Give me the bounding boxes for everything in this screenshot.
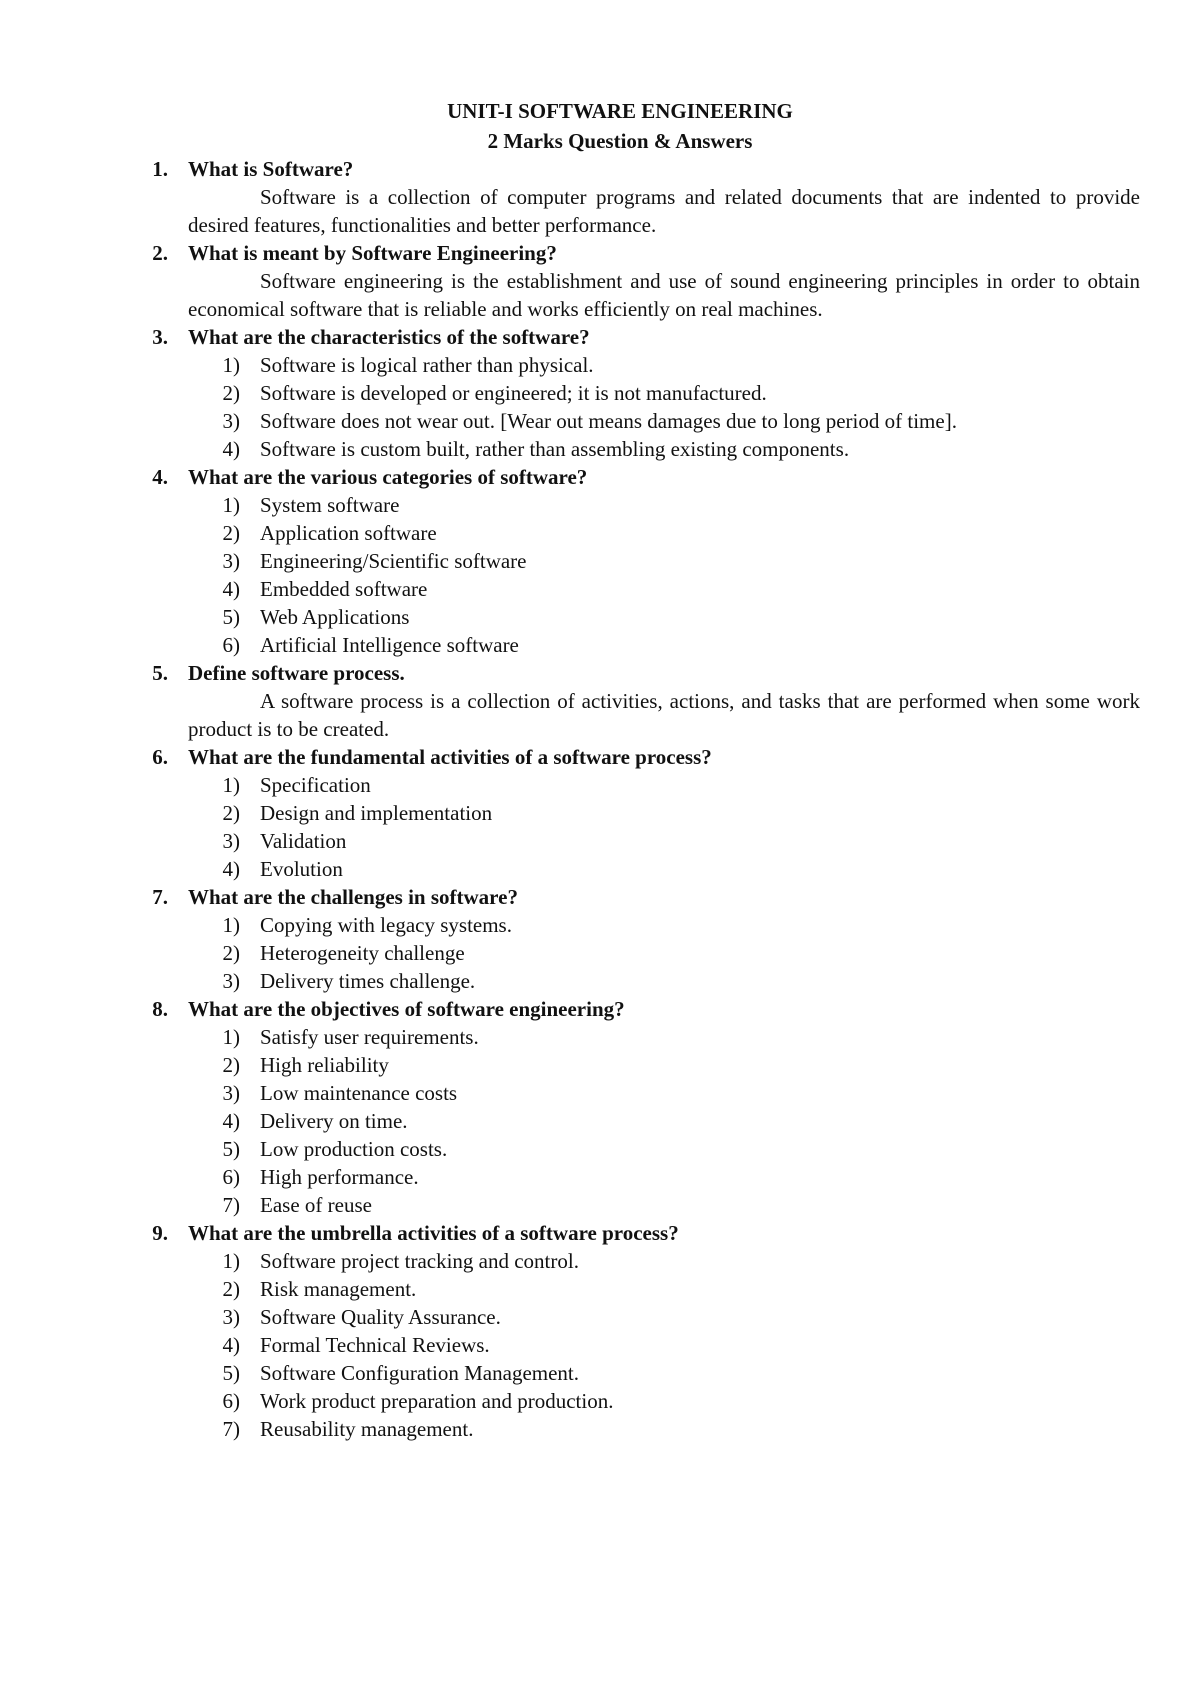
question-number: 5. xyxy=(152,661,168,685)
list-item xyxy=(0,519,1200,547)
list-item-text: Validation xyxy=(260,829,347,853)
list-item xyxy=(0,407,1200,435)
list-item xyxy=(0,771,1200,799)
list-item-number: 6) xyxy=(222,1389,240,1413)
list-item-number: 1) xyxy=(222,913,240,937)
list-item-number: 6) xyxy=(222,1165,240,1189)
question-block xyxy=(0,995,1200,1219)
question-heading xyxy=(0,1219,1200,1247)
list-item xyxy=(0,1275,1200,1303)
list-item-text: Artificial Intelligence software xyxy=(260,633,519,657)
list-item-number: 2) xyxy=(222,521,240,545)
list-item-number: 7) xyxy=(222,1193,240,1217)
question-block xyxy=(0,323,1200,463)
question-number: 9. xyxy=(152,1221,168,1245)
list-item xyxy=(0,855,1200,883)
question-number: 1. xyxy=(152,157,168,181)
list-item xyxy=(0,1135,1200,1163)
list-item-number: 3) xyxy=(222,549,240,573)
list-item-text: Application software xyxy=(260,521,437,545)
answer-paragraph: Software is a collection of computer programs and related documents that are indented to provide desired features, functionalities and better performance. xyxy=(188,185,1140,237)
question-text: What are the various categories of software? xyxy=(188,465,588,489)
question-number: 8. xyxy=(152,997,168,1021)
list-item xyxy=(0,1331,1200,1359)
list-item-text: Specification xyxy=(260,773,371,797)
question-block xyxy=(0,239,1200,323)
list-item-number: 3) xyxy=(222,829,240,853)
list-item-text: Software is logical rather than physical. xyxy=(260,353,594,377)
list-item-number: 7) xyxy=(222,1417,240,1441)
list-item xyxy=(0,939,1200,967)
question-text: What is Software? xyxy=(188,157,354,181)
question-text: What is meant by Software Engineering? xyxy=(188,241,557,265)
list-item xyxy=(0,799,1200,827)
list-item-number: 2) xyxy=(222,1277,240,1301)
list-item-text: Web Applications xyxy=(260,605,410,629)
list-item-text: Heterogeneity challenge xyxy=(260,941,465,965)
list-item xyxy=(0,351,1200,379)
question-number: 7. xyxy=(152,885,168,909)
list-item-text: Work product preparation and production. xyxy=(260,1389,614,1413)
list-item-text: Delivery times challenge. xyxy=(260,969,476,993)
question-heading xyxy=(0,463,1200,491)
answer-list xyxy=(0,351,1200,463)
list-item-number: 1) xyxy=(222,493,240,517)
list-item-text: Formal Technical Reviews. xyxy=(260,1333,490,1357)
answer-list xyxy=(0,491,1200,659)
question-block xyxy=(0,883,1200,995)
list-item xyxy=(0,631,1200,659)
question-heading xyxy=(0,239,1200,267)
list-item xyxy=(0,1191,1200,1219)
list-item xyxy=(0,1051,1200,1079)
list-item-number: 4) xyxy=(222,1109,240,1133)
list-item xyxy=(0,491,1200,519)
list-item-text: Engineering/Scientific software xyxy=(260,549,527,573)
list-item-text: System software xyxy=(260,493,400,517)
question-text: Define software process. xyxy=(188,661,405,685)
answer-paragraph: Software engineering is the establishment and use of sound engineering principles in order to obtain economical software that is reliable and works efficiently on real machines. xyxy=(188,269,1140,321)
list-item-text: Software Quality Assurance. xyxy=(260,1305,501,1329)
question-number: 2. xyxy=(152,241,168,265)
question-block xyxy=(0,155,1200,239)
list-item-text: Satisfy user requirements. xyxy=(260,1025,479,1049)
question-heading xyxy=(0,743,1200,771)
question-block xyxy=(0,1219,1200,1443)
list-item xyxy=(0,1387,1200,1415)
answer-list xyxy=(0,1247,1200,1443)
question-text: What are the umbrella activities of a software process? xyxy=(188,1221,679,1245)
list-item xyxy=(0,1079,1200,1107)
question-number: 3. xyxy=(152,325,168,349)
list-item-number: 1) xyxy=(222,1025,240,1049)
list-item xyxy=(0,547,1200,575)
question-text: What are the fundamental activities of a software process? xyxy=(188,745,712,769)
list-item xyxy=(0,1163,1200,1191)
question-text: What are the characteristics of the software? xyxy=(188,325,590,349)
question-block xyxy=(0,659,1200,743)
list-item-text: Ease of reuse xyxy=(260,1193,372,1217)
list-item-number: 4) xyxy=(222,577,240,601)
list-item-text: Software Configuration Management. xyxy=(260,1361,579,1385)
answer-list xyxy=(0,911,1200,995)
question-text: What are the objectives of software engineering? xyxy=(188,997,625,1021)
list-item-number: 4) xyxy=(222,437,240,461)
answer-list xyxy=(0,771,1200,883)
list-item-text: Low production costs. xyxy=(260,1137,448,1161)
question-heading xyxy=(0,659,1200,687)
list-item xyxy=(0,603,1200,631)
list-item-number: 5) xyxy=(222,1361,240,1385)
list-item-text: Reusability management. xyxy=(260,1417,474,1441)
list-item-text: Design and implementation xyxy=(260,801,493,825)
list-item-number: 4) xyxy=(222,857,240,881)
question-list xyxy=(0,155,1200,1443)
list-item-text: Risk management. xyxy=(260,1277,417,1301)
list-item-number: 3) xyxy=(222,969,240,993)
list-item-text: Copying with legacy systems. xyxy=(260,913,512,937)
list-item-number: 3) xyxy=(222,409,240,433)
list-item xyxy=(0,1023,1200,1051)
list-item xyxy=(0,1303,1200,1331)
question-heading xyxy=(0,323,1200,351)
list-item-number: 5) xyxy=(222,1137,240,1161)
list-item-text: High reliability xyxy=(260,1053,389,1077)
list-item xyxy=(0,1359,1200,1387)
list-item xyxy=(0,911,1200,939)
list-item-number: 2) xyxy=(222,1053,240,1077)
question-number: 6. xyxy=(152,745,168,769)
list-item xyxy=(0,967,1200,995)
list-item xyxy=(0,575,1200,603)
answer-list xyxy=(0,1023,1200,1219)
list-item xyxy=(0,1107,1200,1135)
question-block xyxy=(0,463,1200,659)
question-block xyxy=(0,743,1200,883)
list-item-number: 1) xyxy=(222,773,240,797)
list-item-number: 5) xyxy=(222,605,240,629)
list-item-text: Software is custom built, rather than assembling existing components. xyxy=(260,437,850,461)
list-item-number: 1) xyxy=(222,1249,240,1273)
list-item-number: 3) xyxy=(222,1305,240,1329)
list-item xyxy=(0,379,1200,407)
list-item xyxy=(0,1247,1200,1275)
list-item-text: Software project tracking and control. xyxy=(260,1249,579,1273)
document-subtitle: 2 Marks Question & Answers xyxy=(487,129,753,153)
list-item xyxy=(0,435,1200,463)
question-number: 4. xyxy=(152,465,168,489)
question-heading xyxy=(0,883,1200,911)
question-text: What are the challenges in software? xyxy=(188,885,518,909)
list-item-text: Low maintenance costs xyxy=(260,1081,458,1105)
list-item-text: Embedded software xyxy=(260,577,428,601)
document-title: UNIT-I SOFTWARE ENGINEERING xyxy=(447,99,793,123)
answer-paragraph: A software process is a collection of activities, actions, and tasks that are performed when some work product is to be created. xyxy=(188,689,1140,741)
question-heading xyxy=(0,995,1200,1023)
list-item xyxy=(0,1415,1200,1443)
list-item-text: High performance. xyxy=(260,1165,419,1189)
list-item-number: 2) xyxy=(222,381,240,405)
list-item-text: Delivery on time. xyxy=(260,1109,408,1133)
list-item xyxy=(0,827,1200,855)
list-item-number: 6) xyxy=(222,633,240,657)
list-item-text: Software is developed or engineered; it is not manufactured. xyxy=(260,381,767,405)
list-item-number: 3) xyxy=(222,1081,240,1105)
page-content xyxy=(0,97,1200,1443)
list-item-text: Evolution xyxy=(260,857,343,881)
list-item-text: Software does not wear out. [Wear out means damages due to long period of time]. xyxy=(260,409,957,433)
list-item-number: 2) xyxy=(222,801,240,825)
question-heading xyxy=(0,155,1200,183)
list-item-number: 2) xyxy=(222,941,240,965)
list-item-number: 1) xyxy=(222,353,240,377)
list-item-number: 4) xyxy=(222,1333,240,1357)
